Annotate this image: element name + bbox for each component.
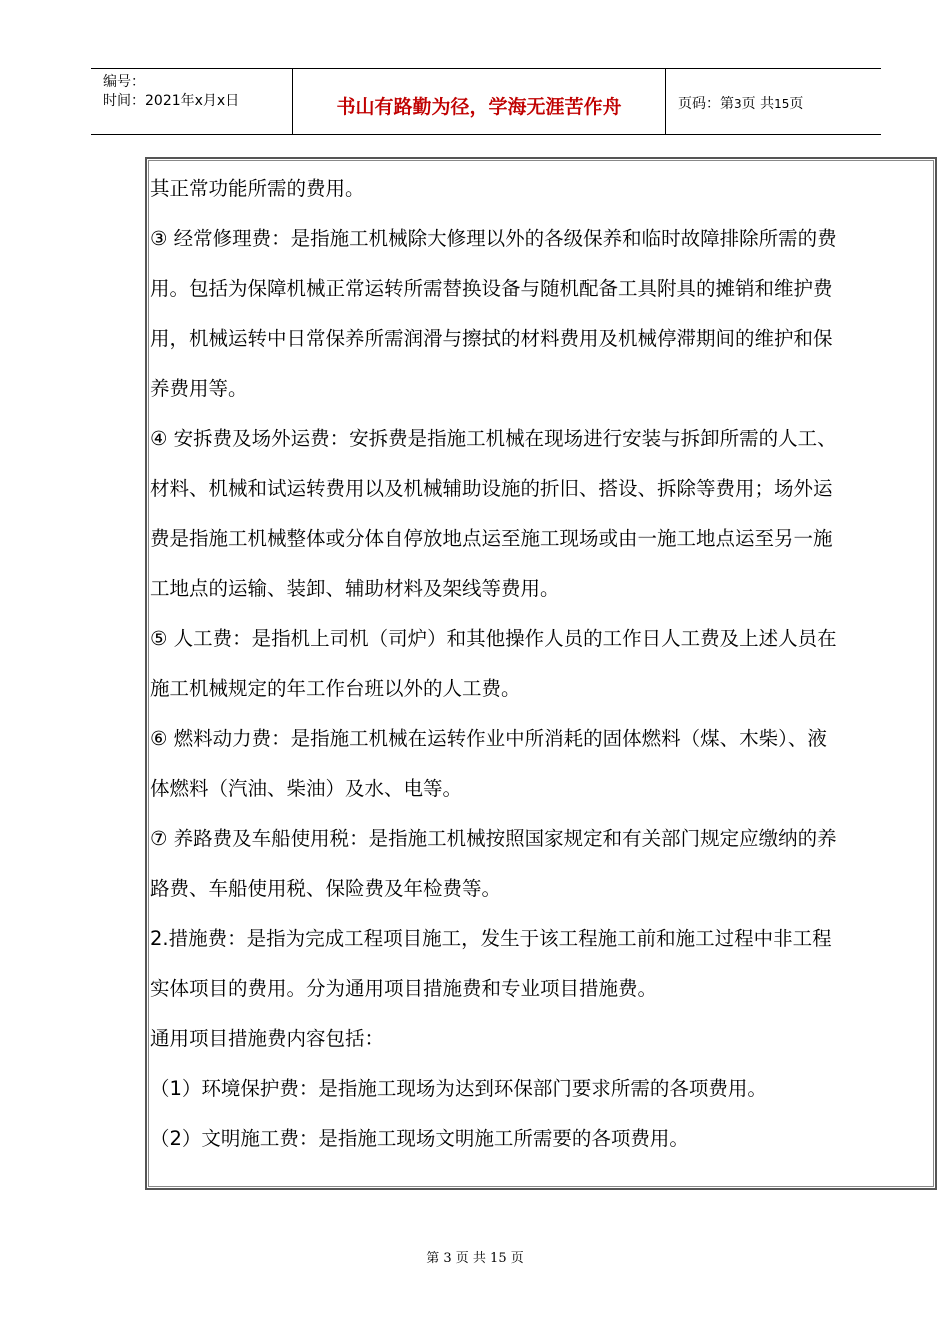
- text-line: ③ 经常修理费：是指施工机械除大修理以外的各级保养和临时故障排除所需的费: [150, 227, 837, 250]
- content-box: [145, 157, 937, 1190]
- header-motto-cell: [293, 69, 666, 134]
- text-line: 用，机械运转中日常保养所需润滑与擦拭的材料费用及机械停滞期间的维护和保: [150, 327, 833, 350]
- header-meta-cell: [91, 69, 293, 134]
- text-line: 施工机械规定的年工作台班以外的人工费。: [150, 677, 521, 700]
- text-line: ⑦ 养路费及车船使用税：是指施工机械按照国家规定和有关部门规定应缴纳的养: [150, 827, 837, 850]
- page-label: 页码：第: [678, 96, 734, 112]
- text-line: 养费用等。: [150, 377, 248, 400]
- page-header: [91, 68, 881, 135]
- text-line: 材料、机械和试运转费用以及机械辅助设施的折旧、搭设、拆除等费用；场外运: [150, 477, 833, 500]
- page-total: 15: [774, 97, 790, 111]
- text-line: 其正常功能所需的费用。: [150, 177, 365, 200]
- document-number-label: 编号：: [103, 74, 145, 90]
- text-line: 用。包括为保障机械正常运转所需替换设备与随机配备工具附具的摊销和维护费: [150, 277, 833, 300]
- page-current: 3: [734, 97, 742, 111]
- text-line: （2）文明施工费：是指施工现场文明施工所需要的各项费用。: [150, 1127, 689, 1150]
- text-line: ⑥ 燃料动力费：是指施工机械在运转作业中所消耗的固体燃料（煤、木柴）、液: [150, 727, 827, 750]
- text-line: （1）环境保护费：是指施工现场为达到环保部门要求所需的各项费用。: [150, 1077, 767, 1100]
- text-line: 路费、车船使用税、保险费及年检费等。: [150, 877, 502, 900]
- page-footer: 第 3 页 共 15 页: [426, 1251, 524, 1266]
- text-line: 2.措施费：是指为完成工程项目施工，发生于该工程施工前和施工过程中非工程: [150, 927, 832, 950]
- text-line: ④ 安拆费及场外运费：安拆费是指施工机械在现场进行安装与拆卸所需的人工、: [150, 427, 837, 450]
- text-line: 通用项目措施费内容包括：: [150, 1027, 385, 1050]
- page-mid-label: 页 共: [741, 96, 775, 112]
- text-line: ⑤ 人工费：是指机上司机（司炉）和其他操作人员的工作日人工费及上述人员在: [150, 627, 837, 650]
- text-line: 工地点的运输、装卸、辅助材料及架线等费用。: [150, 577, 560, 600]
- page-end-label: 页: [789, 96, 804, 112]
- text-line: 体燃料（汽油、柴油）及水、电等。: [150, 777, 463, 800]
- text-line: 实体项目的费用。分为通用项目措施费和专业项目措施费。: [150, 977, 658, 1000]
- header-page-cell: [666, 69, 881, 134]
- text-line: 费是指施工机械整体或分体自停放地点运至施工现场或由一施工地点运至另一施: [150, 527, 833, 550]
- document-time-label: 时间：2021年x月x日: [103, 93, 240, 109]
- header-page-info: [678, 93, 803, 113]
- header-motto: 书山有路勤为径，学海无涯苦作舟: [336, 96, 622, 118]
